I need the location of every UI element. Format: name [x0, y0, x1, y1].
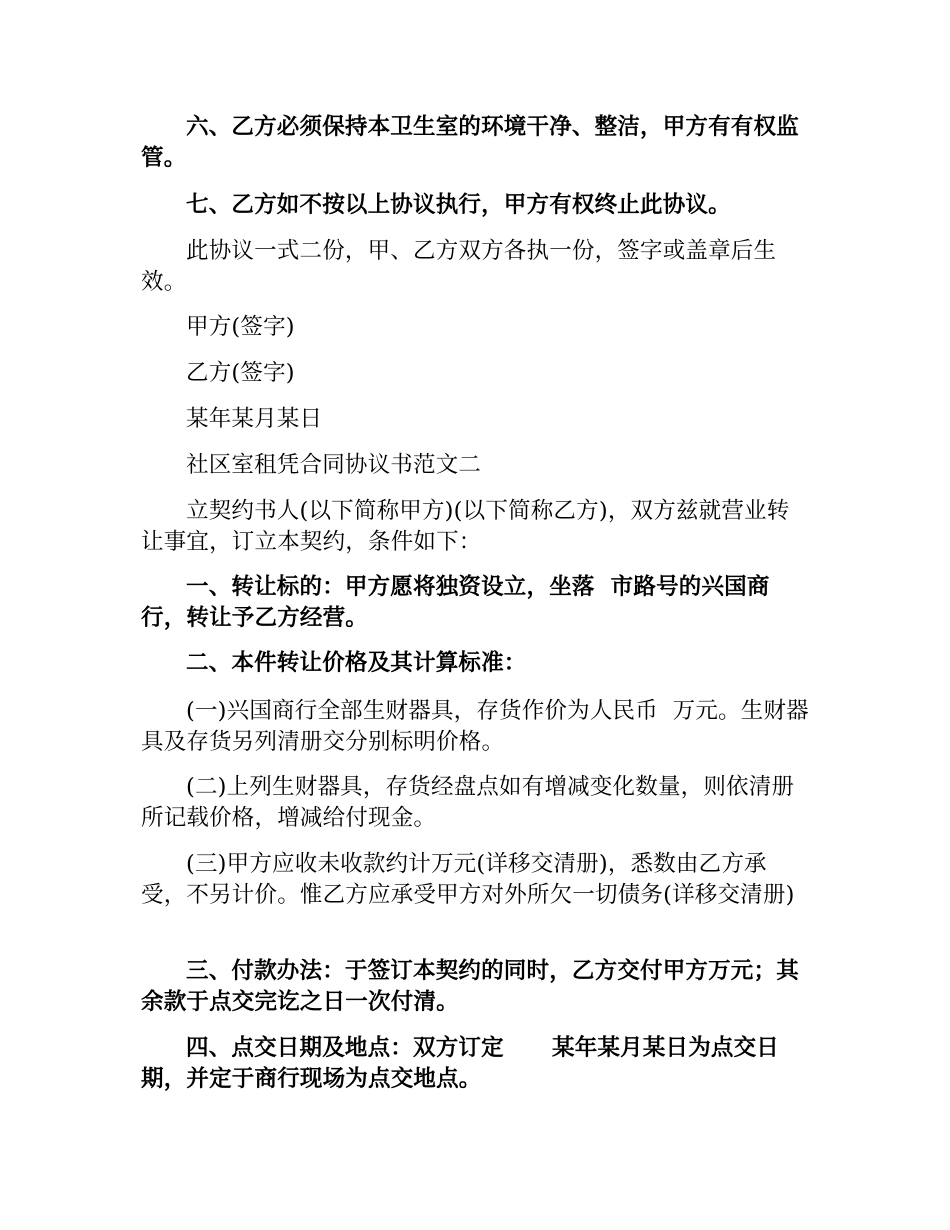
clause-six-paragraph: 六、乙方必须保持本卫生室的环境干净、整洁，甲方有有权监管。	[141, 114, 799, 171]
clause-two-heading: 二、本件转让价格及其计算标准：	[186, 650, 527, 676]
copies-paragraph: 此协议一式二份，甲、乙方双方各执一份，签字或盖章后生效。	[141, 238, 777, 295]
clause-three-paragraph: 三、付款办法：于签订本契约的同时，乙方交付甲方万元；其余款于点交完讫之日一次付清。	[141, 958, 799, 1015]
party-b-signature-line: 乙方(签字)	[186, 360, 295, 386]
date-line: 某年某月某日	[186, 406, 323, 432]
clause-seven-paragraph: 七、乙方如不按以上协议执行，甲方有权终止此协议。	[186, 192, 731, 218]
sub-item-one-paragraph: (一)兴国商行全部生财器具，存货作价为人民币 万元。生财器具及存货另列清册交分别标明价格。	[141, 698, 809, 755]
clause-four-paragraph: 四、点交日期及地点：双方订定 某年某月某日为点交日期，并定于商行现场为点交地点。	[141, 1035, 780, 1092]
clause-one-paragraph: 一、转让标的：甲方愿将独资设立，坐落 市路号的兴国商行，转让予乙方经营。	[141, 574, 770, 631]
section-title: 社区室租凭合同协议书范文二	[186, 452, 482, 478]
party-a-signature-line: 甲方(签字)	[186, 314, 295, 340]
sub-item-two-paragraph: (二)上列生财器具，存货经盘点如有增减变化数量，则依清册所记载价格，增减给付现金。	[141, 774, 795, 831]
contract-intro-paragraph: 立契约书人(以下简称甲方)(以下简称乙方)，双方兹就营业转让事宜，订立本契约，条件如下：	[141, 498, 790, 555]
sub-item-three-paragraph: (三)甲方应收未收款约计万元(详移交清册)，悉数由乙方承受，不另计价。惟乙方应承受甲方对外所欠一切债务(详移交清册)	[141, 851, 795, 908]
